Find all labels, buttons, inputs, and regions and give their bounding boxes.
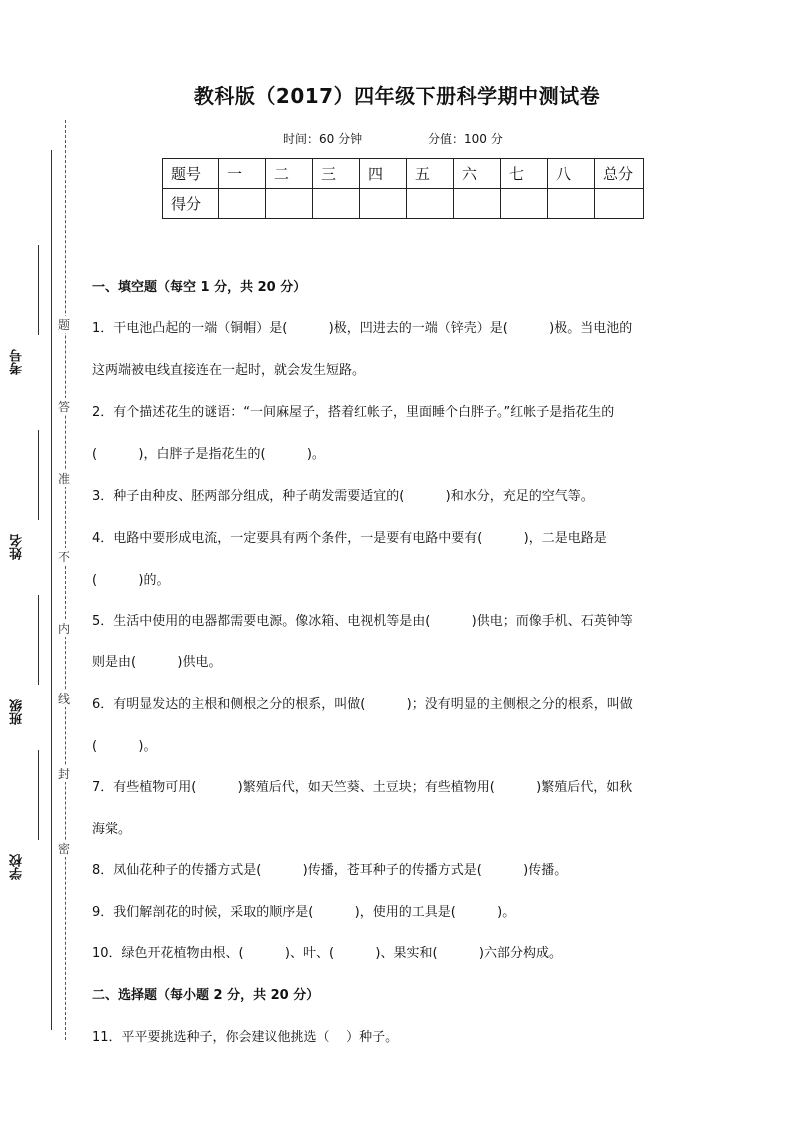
class-field	[8, 595, 44, 725]
score-table-header-cell: 六	[454, 159, 501, 189]
score-table-header-cell: 总分	[595, 159, 644, 189]
question-line: ( )的。	[92, 573, 170, 588]
school-underline	[38, 750, 39, 840]
question-line: 海棠。	[92, 822, 132, 837]
question-line: 10．绿色开花植物由根、( )、叶、( )、果实和( )六部分构成。	[92, 946, 562, 961]
question-line: 11．平平要挑选种子，你会建议他挑选（ ）种子。	[92, 1030, 399, 1045]
binding-solid-line	[51, 150, 52, 1030]
question-line: 8．凤仙花种子的传播方式是( )传播，苍耳种子的传播方式是( )传播。	[92, 863, 568, 878]
seal-char: 线	[57, 692, 70, 706]
question-line: ( )。	[92, 739, 157, 754]
class-label: 班级	[10, 699, 25, 725]
class-underline	[38, 595, 39, 685]
score-cell	[501, 189, 548, 219]
question-line: 这两端被电线直接连在一起时，就会发生短路。	[92, 363, 366, 378]
name-field	[8, 430, 44, 560]
score-table-header-cell: 题号	[163, 159, 219, 189]
binding-dashed-line	[65, 120, 66, 1040]
exam-number-underline	[38, 245, 39, 335]
score-cell	[548, 189, 595, 219]
seal-char: 不	[57, 550, 70, 564]
question-line: 6．有明显发达的主根和侧根之分的根系，叫做( )；没有明显的主侧根之分的根系，叫做	[92, 697, 633, 712]
section-heading-multiple-choice: 二、选择题（每小题 2 分，共 20 分）	[92, 988, 320, 1003]
score-table-header-cell: 七	[501, 159, 548, 189]
score-table-header-row	[163, 159, 644, 189]
exam-title: 教科版（2017）四年级下册科学期中测试卷	[193, 84, 601, 108]
question-line: 9．我们解剖花的时候，采取的顺序是( )，使用的工具是( )。	[92, 905, 516, 920]
exam-number-field	[8, 245, 44, 375]
school-field	[8, 750, 44, 880]
seal-char: 准	[57, 472, 70, 486]
score-table-row-label: 得分	[163, 189, 219, 219]
school-label: 学校	[10, 854, 25, 880]
score-table-header-cell: 一	[219, 159, 266, 189]
question-line: ( )，白胖子是指花生的( )。	[92, 447, 325, 462]
exam-total-score: 分值：100 分	[428, 132, 503, 146]
question-line: 3．种子由种皮、胚两部分组成，种子萌发需要适宜的( )和水分，充足的空气等。	[92, 489, 594, 504]
question-line: 5．生活中使用的电器都需要电源。像冰箱、电视机等是由( )供电；而像手机、石英钟等	[92, 614, 633, 629]
question-line: 则是由( )供电。	[92, 655, 222, 670]
score-cell	[360, 189, 407, 219]
question-line: 1．干电池凸起的一端（铜帽）是( )极，凹进去的一端（锌壳）是( )极。当电池的	[92, 321, 633, 336]
score-cell	[266, 189, 313, 219]
seal-char: 密	[57, 842, 70, 856]
exam-time: 时间：60 分钟	[283, 132, 363, 146]
exam-number-label: 考号	[10, 349, 25, 375]
question-line: 2．有个描述花生的谜语：“一间麻屋子，搭着红帐子，里面睡个白胖子。”红帐子是指花生的	[92, 405, 615, 420]
score-cell	[219, 189, 266, 219]
score-table-header-cell: 八	[548, 159, 595, 189]
score-table-header-cell: 五	[407, 159, 454, 189]
seal-char: 答	[57, 400, 70, 414]
score-table-header-cell: 四	[360, 159, 407, 189]
seal-char: 封	[57, 767, 70, 781]
question-line: 7．有些植物可用( )繁殖后代，如天竺葵、土豆块；有些植物用( )繁殖后代，如秋	[92, 780, 633, 795]
score-cell	[313, 189, 360, 219]
name-label: 姓名	[10, 534, 25, 560]
name-underline	[38, 430, 39, 520]
score-cell	[407, 189, 454, 219]
seal-char: 题	[57, 318, 70, 332]
seal-char: 内	[57, 622, 70, 636]
score-cell	[454, 189, 501, 219]
score-table	[162, 158, 644, 219]
score-table-header-cell: 三	[313, 159, 360, 189]
score-cell	[595, 189, 644, 219]
score-table-header-cell: 二	[266, 159, 313, 189]
score-table-score-row	[163, 189, 644, 219]
section-heading-fill-blank: 一、填空题（每空 1 分，共 20 分）	[92, 280, 307, 295]
question-line: 4．电路中要形成电流，一定要具有两个条件，一是要有电路中要有( )，二是电路是	[92, 531, 607, 546]
